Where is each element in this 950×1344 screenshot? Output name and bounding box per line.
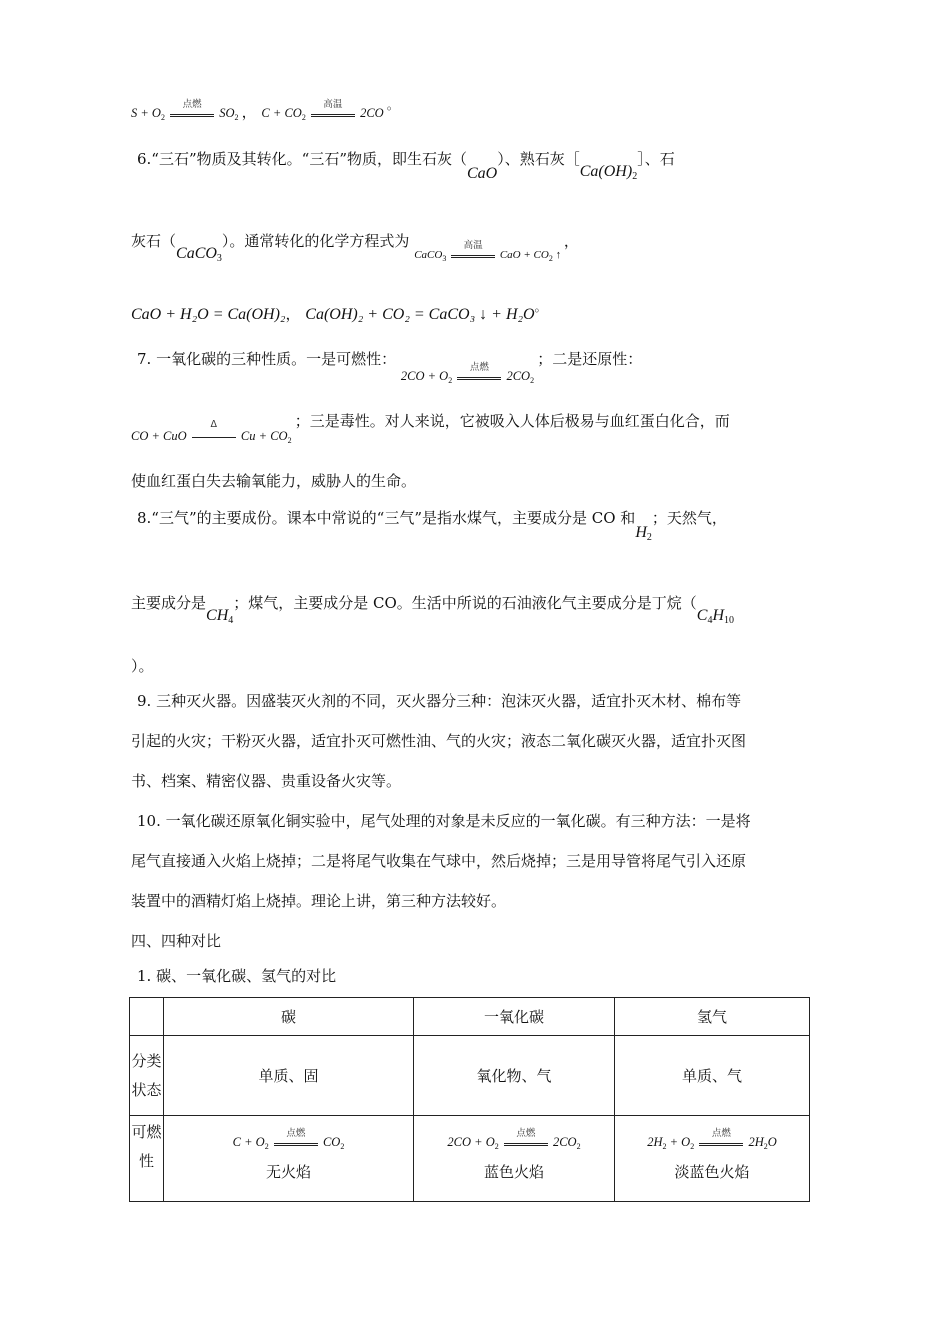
equation-caoh2-co2: Ca(OH)₂ + CO₂ = CaCO₃ ↓ + H₂O [305, 306, 535, 323]
item8-line2: 主要成分是$CH_4$；煤气，主要成分是 CO。生活中所说的石油液化气主要成分是丁烷（$C_4H_{10}$ [131, 594, 735, 626]
equation-c-burn: $C + O_2$ 点燃 $CO_2$ [232, 1128, 345, 1151]
cell-co-class: 氧化物、气 [414, 1036, 615, 1116]
header-co: 一氧化碳 [414, 998, 615, 1036]
h2-formula: $H_2$ [635, 524, 652, 543]
cell-h2-class: 单质、气 [615, 1036, 810, 1116]
section-heading: 四、四种对比 [131, 932, 222, 950]
equation-caco3-decompose: CaCO3 高温 CaO + CO2 ↑ [414, 240, 562, 263]
item6-line3: CaO + H₂O = Ca(OH)₂， Ca(OH)₂ + CO₂ = CaCO₃ ↓ + H₂O。 [131, 300, 547, 323]
item10-line3: 装置中的酒精灯焰上烧掉。理论上讲，第三种方法较好。 [131, 892, 507, 910]
item8-line3: ）。 [131, 657, 154, 675]
item9-line2: 引起的火灾；干粉灭火器，适宜扑灭可燃性油、气的火灾；液态二氧化碳灭火器，适宜扑灭图 [131, 732, 747, 750]
item6-line2: 灰石（CaCO$_3$）。通常转化的化学方程式为 $_{CaCO_3 高温 CaO + CO_2 ↑}$ ， [131, 232, 579, 264]
cell-co-burn: $2CO + O_2$ 点燃 $2CO_2$ 蓝色火焰 [414, 1116, 615, 1202]
item9-line1: 9. 三种灭火器。因盛装灭火剂的不同，灭火器分三种：泡沫灭火器，适宜扑灭木材、棉布等 [137, 692, 742, 710]
cell-h2-burn: $2H_2 + O_2$ 点燃 $2H_2O$ 淡蓝色火焰 [615, 1116, 810, 1202]
cell-carbon-burn: $C + O_2$ 点燃 $CO_2$ 无火焰 [164, 1116, 414, 1202]
caoh2-formula: $Ca(OH)_2$ [579, 163, 638, 182]
table-header-row [130, 998, 810, 1036]
row-label-classification: 分类 状态 [130, 1036, 164, 1116]
cell-carbon-class: 单质、固 [164, 1036, 414, 1116]
equation-c-co2: $C + CO_2$ 高温 2CO [261, 99, 384, 122]
header-h2: 氢气 [615, 998, 810, 1036]
item7-line2: $_{CO + CuO \Delta Cu + CO_2}$ ；三是毒性。对人来说，它被吸入人体后极易与血红蛋白化合，而 [131, 412, 730, 445]
item10-line2: 尾气直接通入火焰上烧掉；二是将尾气收集在气球中，然后烧掉；三是用导管将尾气引入还原 [131, 852, 747, 870]
comparison-table [129, 997, 810, 1202]
table-row-classification [130, 1036, 810, 1116]
ch4-formula: $CH_4$ [206, 607, 234, 626]
item7-line3: 使血红蛋白失去输氧能力，威胁人的生命。 [131, 472, 417, 490]
item6-line1: 6.“三石”物质及其转化。“三石”物质，即生石灰（CaO）、熟石灰$[Ca(OH)_2]$、石 [137, 150, 675, 182]
item10-line1: 10. 一氧化碳还原氧化铜实验中，尾气处理的对象是未反应的一氧化碳。有三种方法：一是将 [137, 812, 751, 830]
c4h10-formula: $C_4H_{10}$ [696, 607, 735, 626]
equation-co-cuo: CO + CuO Δ Cu + CO2 [131, 419, 292, 445]
subsection-heading: 1. 碳、一氧化碳、氢气的对比 [137, 967, 337, 985]
header-carbon: 碳 [164, 998, 414, 1036]
cao-formula: CaO [467, 165, 498, 182]
table-corner-cell [130, 998, 164, 1036]
equation-cao-water: CaO + H₂O = Ca(OH)₂ [131, 306, 286, 323]
equation-line-sulfur-carbon: $S + O_2$ 点燃 $SO_2$ ， $C + CO_2$ 高温 2CO 。 [131, 98, 399, 122]
table-row-combustibility [130, 1116, 810, 1202]
equation-s-o2: $S + O_2$ 点燃 $SO_2$ [131, 99, 239, 122]
row-label-combustibility: 可燃 性 [130, 1116, 164, 1202]
item9-line3: 书、档案、精密仪器、贵重设备火灾等。 [131, 772, 402, 790]
caco3-formula: CaCO$_3$ [176, 245, 222, 264]
item8-line1: 8.“三气”的主要成份。课本中常说的“三气”是指水煤气，主要成分是 CO 和$H_2$；天然气， [137, 509, 727, 543]
item7-line1: 7. 一氧化碳的三种性质。一是可燃性： $_{2CO + O_2 点燃 2CO_2}$ ；二是还原性： [137, 350, 643, 385]
equation-co-burn: 2CO + O2 点燃 2CO2 [400, 362, 535, 385]
equation-co-burn-table: $2CO + O_2$ 点燃 $2CO_2$ [447, 1128, 581, 1151]
equation-h2-burn: $2H_2 + O_2$ 点燃 $2H_2O$ [647, 1128, 777, 1151]
